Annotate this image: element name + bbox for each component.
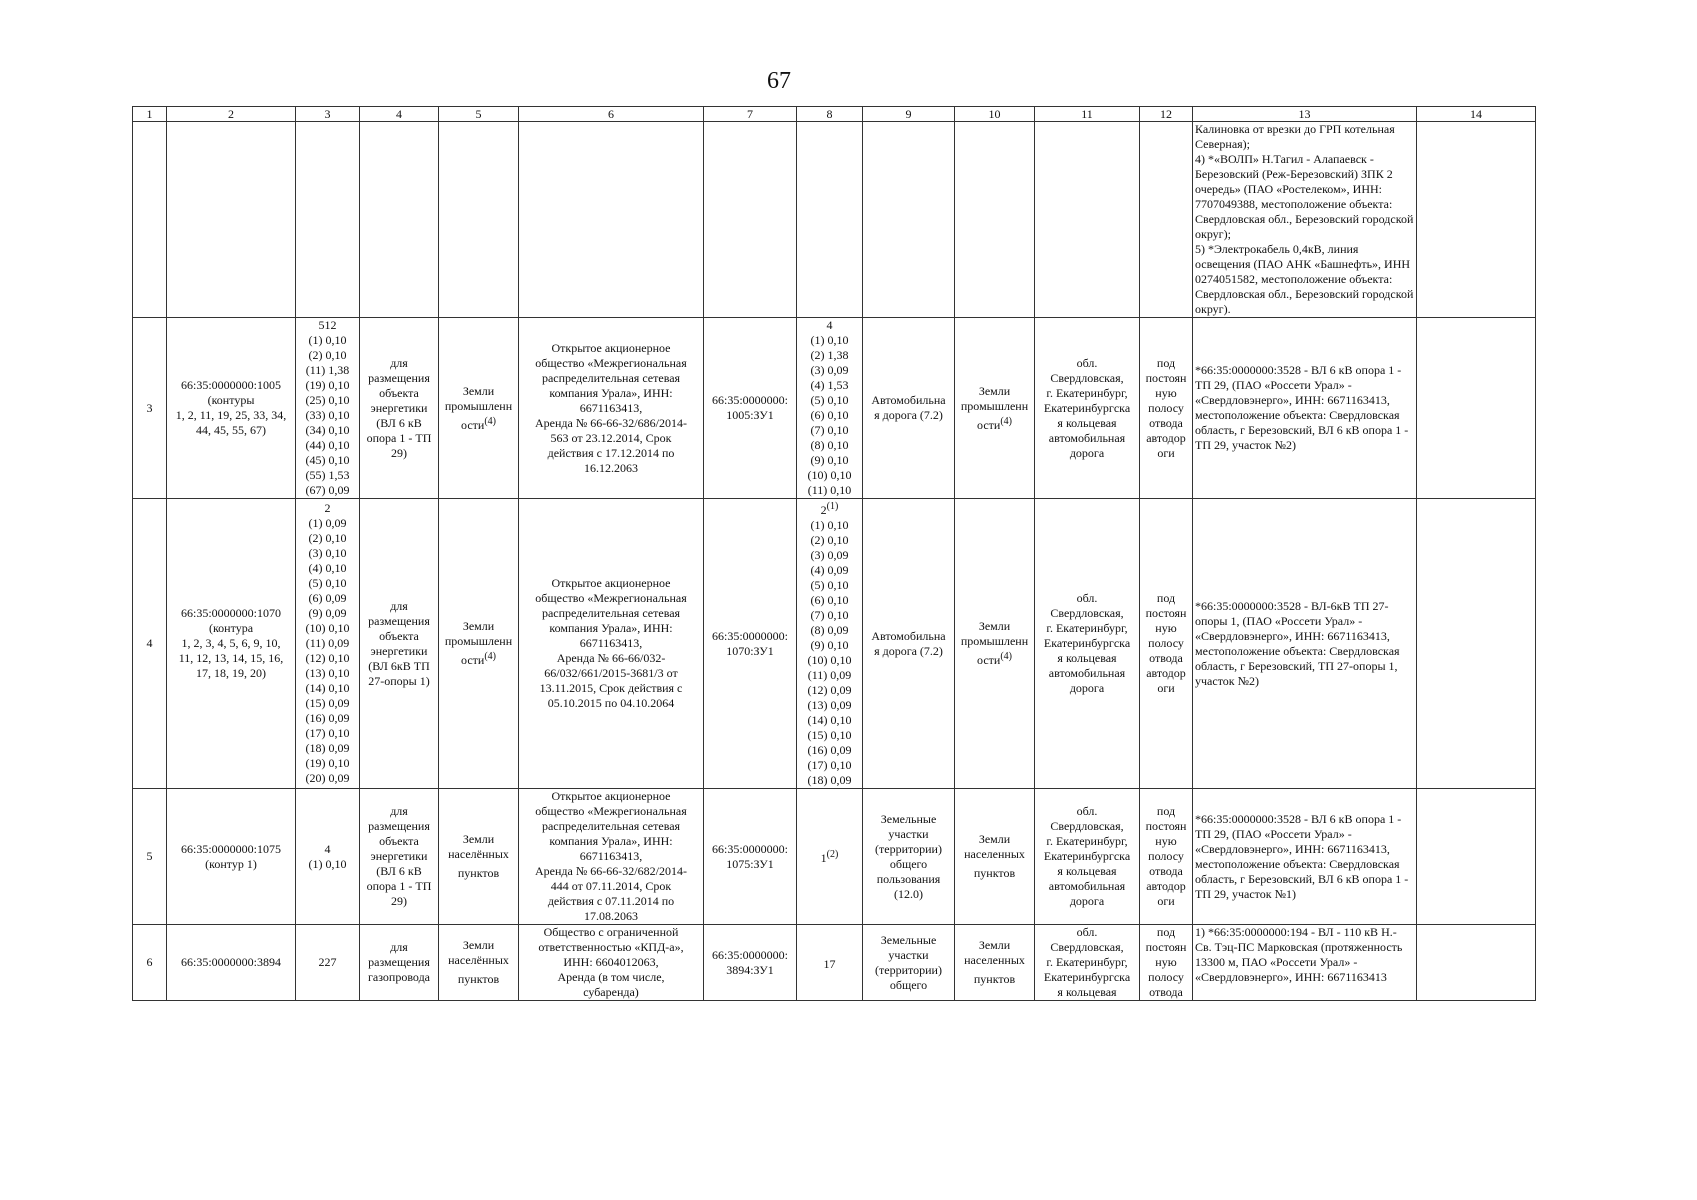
land-category: Земли промышленн ости	[444, 383, 513, 432]
plot-use-cell	[863, 925, 955, 1001]
plot-area-total: 1	[820, 851, 827, 865]
land-category-cell	[955, 318, 1035, 499]
footnote-mark: (1)	[826, 501, 839, 512]
permitted-use: для размещения объекта энергетики (ВЛ 6кВ ТП 27-опоры 1)	[360, 499, 439, 789]
empty-cell	[167, 122, 296, 318]
empty-cell	[1140, 122, 1193, 318]
area-list: 512 (1) 0,10 (2) 0,10 (11) 1,38 (19) 0,10 (25) 0,10 (33) 0,10 (34) 0,10 (44) 0,10 (45) 0,10 (55) 1,53 (67) 0,09	[296, 318, 360, 499]
cadastral-number: 66:35:0000000:1005 (контуры 1, 2, 11, 19, 25, 33, 34, 44, 45, 55, 67)	[167, 318, 296, 499]
plot-use: Автомобильна я дорога (7.2)	[863, 499, 955, 789]
table-row	[133, 789, 1536, 925]
cadastral-number: 66:35:0000000:1070 (контура 1, 2, 3, 4, 5, 6, 9, 10, 11, 12, 13, 14, 15, 16, 17, 18, 19, 20)	[167, 499, 296, 789]
column-number: 8	[797, 107, 863, 122]
column-number: 4	[360, 107, 439, 122]
empty-cell	[863, 122, 955, 318]
rights-holder: Открытое акционерное общество «Межрегиональная распределительная сетевая компания Урала», ИНН: 6671163413, Аренда № 66-66-32/682/2014- 444 от 07.11.2014, Срок действия с 07.11.2014 по 17.08.2063	[519, 789, 704, 925]
area-list: 4 (1) 0,10	[296, 789, 360, 925]
empty-cell	[519, 122, 704, 318]
column-number: 14	[1417, 107, 1536, 122]
objects-cell: Калиновка от врезки до ГРП котельная Северная); 4) *«ВОЛП» Н.Тагил - Алапаевск - Березовский (Реж-Березовский) ЗПК 2 очередь» (ПАО «Ростелеком», ИНН: 7707049388, местоположение объекта: Свердловская обл., Березовский городской округ); 5) *Электрокабель 0,4кВ, линия освещения (ПАО АНК «Башнефть», ИНН 0274051582, местоположение объекта: Свердловская обл., Березовский городской округ).	[1193, 122, 1417, 318]
land-register-table	[132, 106, 1536, 1001]
location: обл. Свердловская, г. Екатеринбург, Екатеринбургска я кольцевая	[1043, 925, 1131, 999]
land-category: Земли населённых пунктов	[448, 938, 509, 986]
footnote-mark: (2)	[826, 849, 839, 860]
cadastral-number: 66:35:0000000:1075 (контур 1)	[167, 789, 296, 925]
empty-cell	[704, 122, 797, 318]
land-category: Земли промышленн ости	[960, 383, 1029, 432]
objects-cell: *66:35:0000000:3528 - ВЛ 6 кВ опора 1 - ТП 29, (ПАО «Россети Урал» - «Свердловэнерго», ИНН: 6671163413, местоположение объекта: Свердловская область, г Березовский, ВЛ 6 кВ опора 1 - ТП 29, участок №1)	[1193, 789, 1417, 925]
land-category-cell	[955, 925, 1035, 1001]
plot-number: 66:35:0000000: 1075:ЗУ1	[704, 789, 797, 925]
row-number: 5	[133, 789, 167, 925]
column-number: 13	[1193, 107, 1417, 122]
location: обл. Свердловская, г. Екатеринбург, Екатеринбургска я кольцевая автомобильная дорога	[1035, 318, 1140, 499]
land-category-cell	[439, 789, 519, 925]
plot-use: Автомобильна я дорога (7.2)	[863, 318, 955, 499]
note-cell	[1417, 925, 1536, 1001]
land-category-cell	[439, 318, 519, 499]
location: обл. Свердловская, г. Екатеринбург, Екатеринбургска я кольцевая автомобильная дорога	[1035, 499, 1140, 789]
land-category: Земли промышленн ости	[444, 619, 513, 667]
plot-area-cell	[797, 499, 863, 789]
table-row	[133, 318, 1536, 499]
column-number: 3	[296, 107, 360, 122]
empty-cell	[955, 122, 1035, 318]
plot-area-list: (1) 0,10 (2) 0,10 (3) 0,09 (4) 0,09 (5) 0,10 (6) 0,10 (7) 0,10 (8) 0,09 (9) 0,10 (10) 0,10 (11) 0,09 (12) 0,09 (13) 0,09 (14) 0,10 (15) 0,10 (16) 0,09 (17) 0,10 (18) 0,09	[807, 518, 852, 787]
table-row-continuation	[133, 122, 1536, 318]
plot-number: 66:35:0000000: 1005:ЗУ1	[704, 318, 797, 499]
rights-holder: Общество с ограниченной ответственностью «КПД-а», ИНН: 6604012063, Аренда (в том числе, субаренда)	[538, 925, 684, 999]
empty-cell	[296, 122, 360, 318]
footnote-mark: (4)	[484, 651, 496, 662]
plot-area-cell	[797, 789, 863, 925]
objects-cell: *66:35:0000000:3528 - ВЛ-6кВ ТП 27-опоры 1, (ПАО «Россети Урал» - «Свердловэнерго», ИНН: 6671163413, местоположение объекта: Свердловская область, г Березовский, ТП 27-опоры 1, участок №2)	[1193, 499, 1417, 789]
note-cell	[1417, 122, 1536, 318]
column-number: 7	[704, 107, 797, 122]
column-number: 5	[439, 107, 519, 122]
column-number: 11	[1035, 107, 1140, 122]
plot-use: Земельные участки (территории) общего	[875, 932, 942, 992]
footnote-mark: (4)	[1000, 415, 1012, 427]
empty-cell	[133, 122, 167, 318]
row-number: 3	[133, 318, 167, 499]
table-row	[133, 499, 1536, 789]
location: обл. Свердловская, г. Екатеринбург, Екатеринбургска я кольцевая автомобильная дорога	[1035, 789, 1140, 925]
empty-cell	[1035, 122, 1140, 318]
column-number: 10	[955, 107, 1035, 122]
objects-cell	[1193, 925, 1417, 1001]
column-number: 1	[133, 107, 167, 122]
plot-area-total: 2	[820, 503, 827, 517]
permitted-use: для размещения газопровода	[360, 925, 439, 1001]
row-number: 4	[133, 499, 167, 789]
column-number: 2	[167, 107, 296, 122]
cadastral-number: 66:35:0000000:3894	[167, 925, 296, 1001]
empty-cell	[439, 122, 519, 318]
note-cell	[1417, 499, 1536, 789]
permitted-use: для размещения объекта энергетики (ВЛ 6 кВ опора 1 - ТП 29)	[360, 318, 439, 499]
permitted-use: для размещения объекта энергетики (ВЛ 6 кВ опора 1 - ТП 29)	[360, 789, 439, 925]
page-number: 67	[767, 68, 791, 94]
plot-purpose-cell	[1140, 925, 1193, 1001]
plot-number: 66:35:0000000: 1070:ЗУ1	[704, 499, 797, 789]
table-row	[133, 925, 1536, 1001]
row-number: 6	[133, 925, 167, 1001]
rights-holder: Открытое акционерное общество «Межрегиональная распределительная сетевая компания Урала», ИНН: 6671163413, Аренда № 66-66-32/686/2014- 563 от 23.12.2014, Срок действия с 17.12.2014 по 16.12.2063	[519, 318, 704, 499]
area-list: 2 (1) 0,09 (2) 0,10 (3) 0,10 (4) 0,10 (5) 0,10 (6) 0,09 (9) 0,09 (10) 0,10 (11) 0,09 (12) 0,10 (13) 0,10 (14) 0,10 (15) 0,09 (16) 0,09 (17) 0,10 (18) 0,09 (19) 0,10 (20) 0,09	[296, 499, 360, 789]
rights-holder: Открытое акционерное общество «Межрегиональная распределительная сетевая компания Урала», ИНН: 6671163413, Аренда № 66-66/032- 66/032/661/2015-3681/3 от 13.11.2015, Срок действия с 05.10.2015 по 04.10.2064	[519, 499, 704, 789]
objects-text: 1) *66:35:0000000:194 - ВЛ - 110 кВ Н.- Св. Тэц-ПС Марковская (протяженность 13300 м, ПАО «Россети Урал» - «Свердловэнерго», ИНН: 6671163413	[1195, 925, 1403, 984]
plot-purpose: под постоян ную полосу отвода автодор оги	[1140, 318, 1193, 499]
empty-cell	[797, 122, 863, 318]
land-category-cell	[955, 789, 1035, 925]
footnote-mark: (4)	[1000, 651, 1012, 662]
area-list: 227	[296, 925, 360, 1001]
rights-holder-cell	[519, 925, 704, 1001]
column-number: 6	[519, 107, 704, 122]
objects-cell: *66:35:0000000:3528 - ВЛ 6 кВ опора 1 - ТП 29, (ПАО «Россети Урал» - «Свердловэнерго», ИНН: 6671163413, местоположение объекта: Свердловская область, г Березовский, ВЛ 6 кВ опора 1 - ТП 29, участок №2)	[1193, 318, 1417, 499]
plot-purpose: под постоян ную полосу отвода	[1145, 925, 1187, 999]
plot-purpose: под постоян ную полосу отвода автодор оги	[1140, 789, 1193, 925]
land-category: Земли населённых пунктов	[448, 832, 509, 880]
land-category: Земли населенных пунктов	[964, 832, 1025, 880]
plot-area-cell	[797, 925, 863, 1001]
land-category: Земли промышленн ости	[960, 619, 1029, 667]
column-number: 9	[863, 107, 955, 122]
land-category-cell	[955, 499, 1035, 789]
plot-number: 66:35:0000000: 3894:ЗУ1	[704, 925, 797, 1001]
land-category-cell	[439, 499, 519, 789]
column-number: 12	[1140, 107, 1193, 122]
location-cell	[1035, 925, 1140, 1001]
note-cell	[1417, 789, 1536, 925]
land-category-cell	[439, 925, 519, 1001]
column-number-row	[133, 107, 1536, 122]
plot-purpose: под постоян ную полосу отвода автодор оги	[1140, 499, 1193, 789]
plot-use: Земельные участки (территории) общего пользования (12.0)	[863, 789, 955, 925]
empty-cell	[360, 122, 439, 318]
footnote-mark: (4)	[484, 415, 496, 427]
note-cell	[1417, 318, 1536, 499]
plot-area-total: 17	[823, 957, 836, 971]
plot-area-list: 4 (1) 0,10 (2) 1,38 (3) 0,09 (4) 1,53 (5) 0,10 (6) 0,10 (7) 0,10 (8) 0,10 (9) 0,10 (10) 0,10 (11) 0,10	[797, 318, 863, 499]
land-category: Земли населенных пунктов	[964, 938, 1025, 986]
